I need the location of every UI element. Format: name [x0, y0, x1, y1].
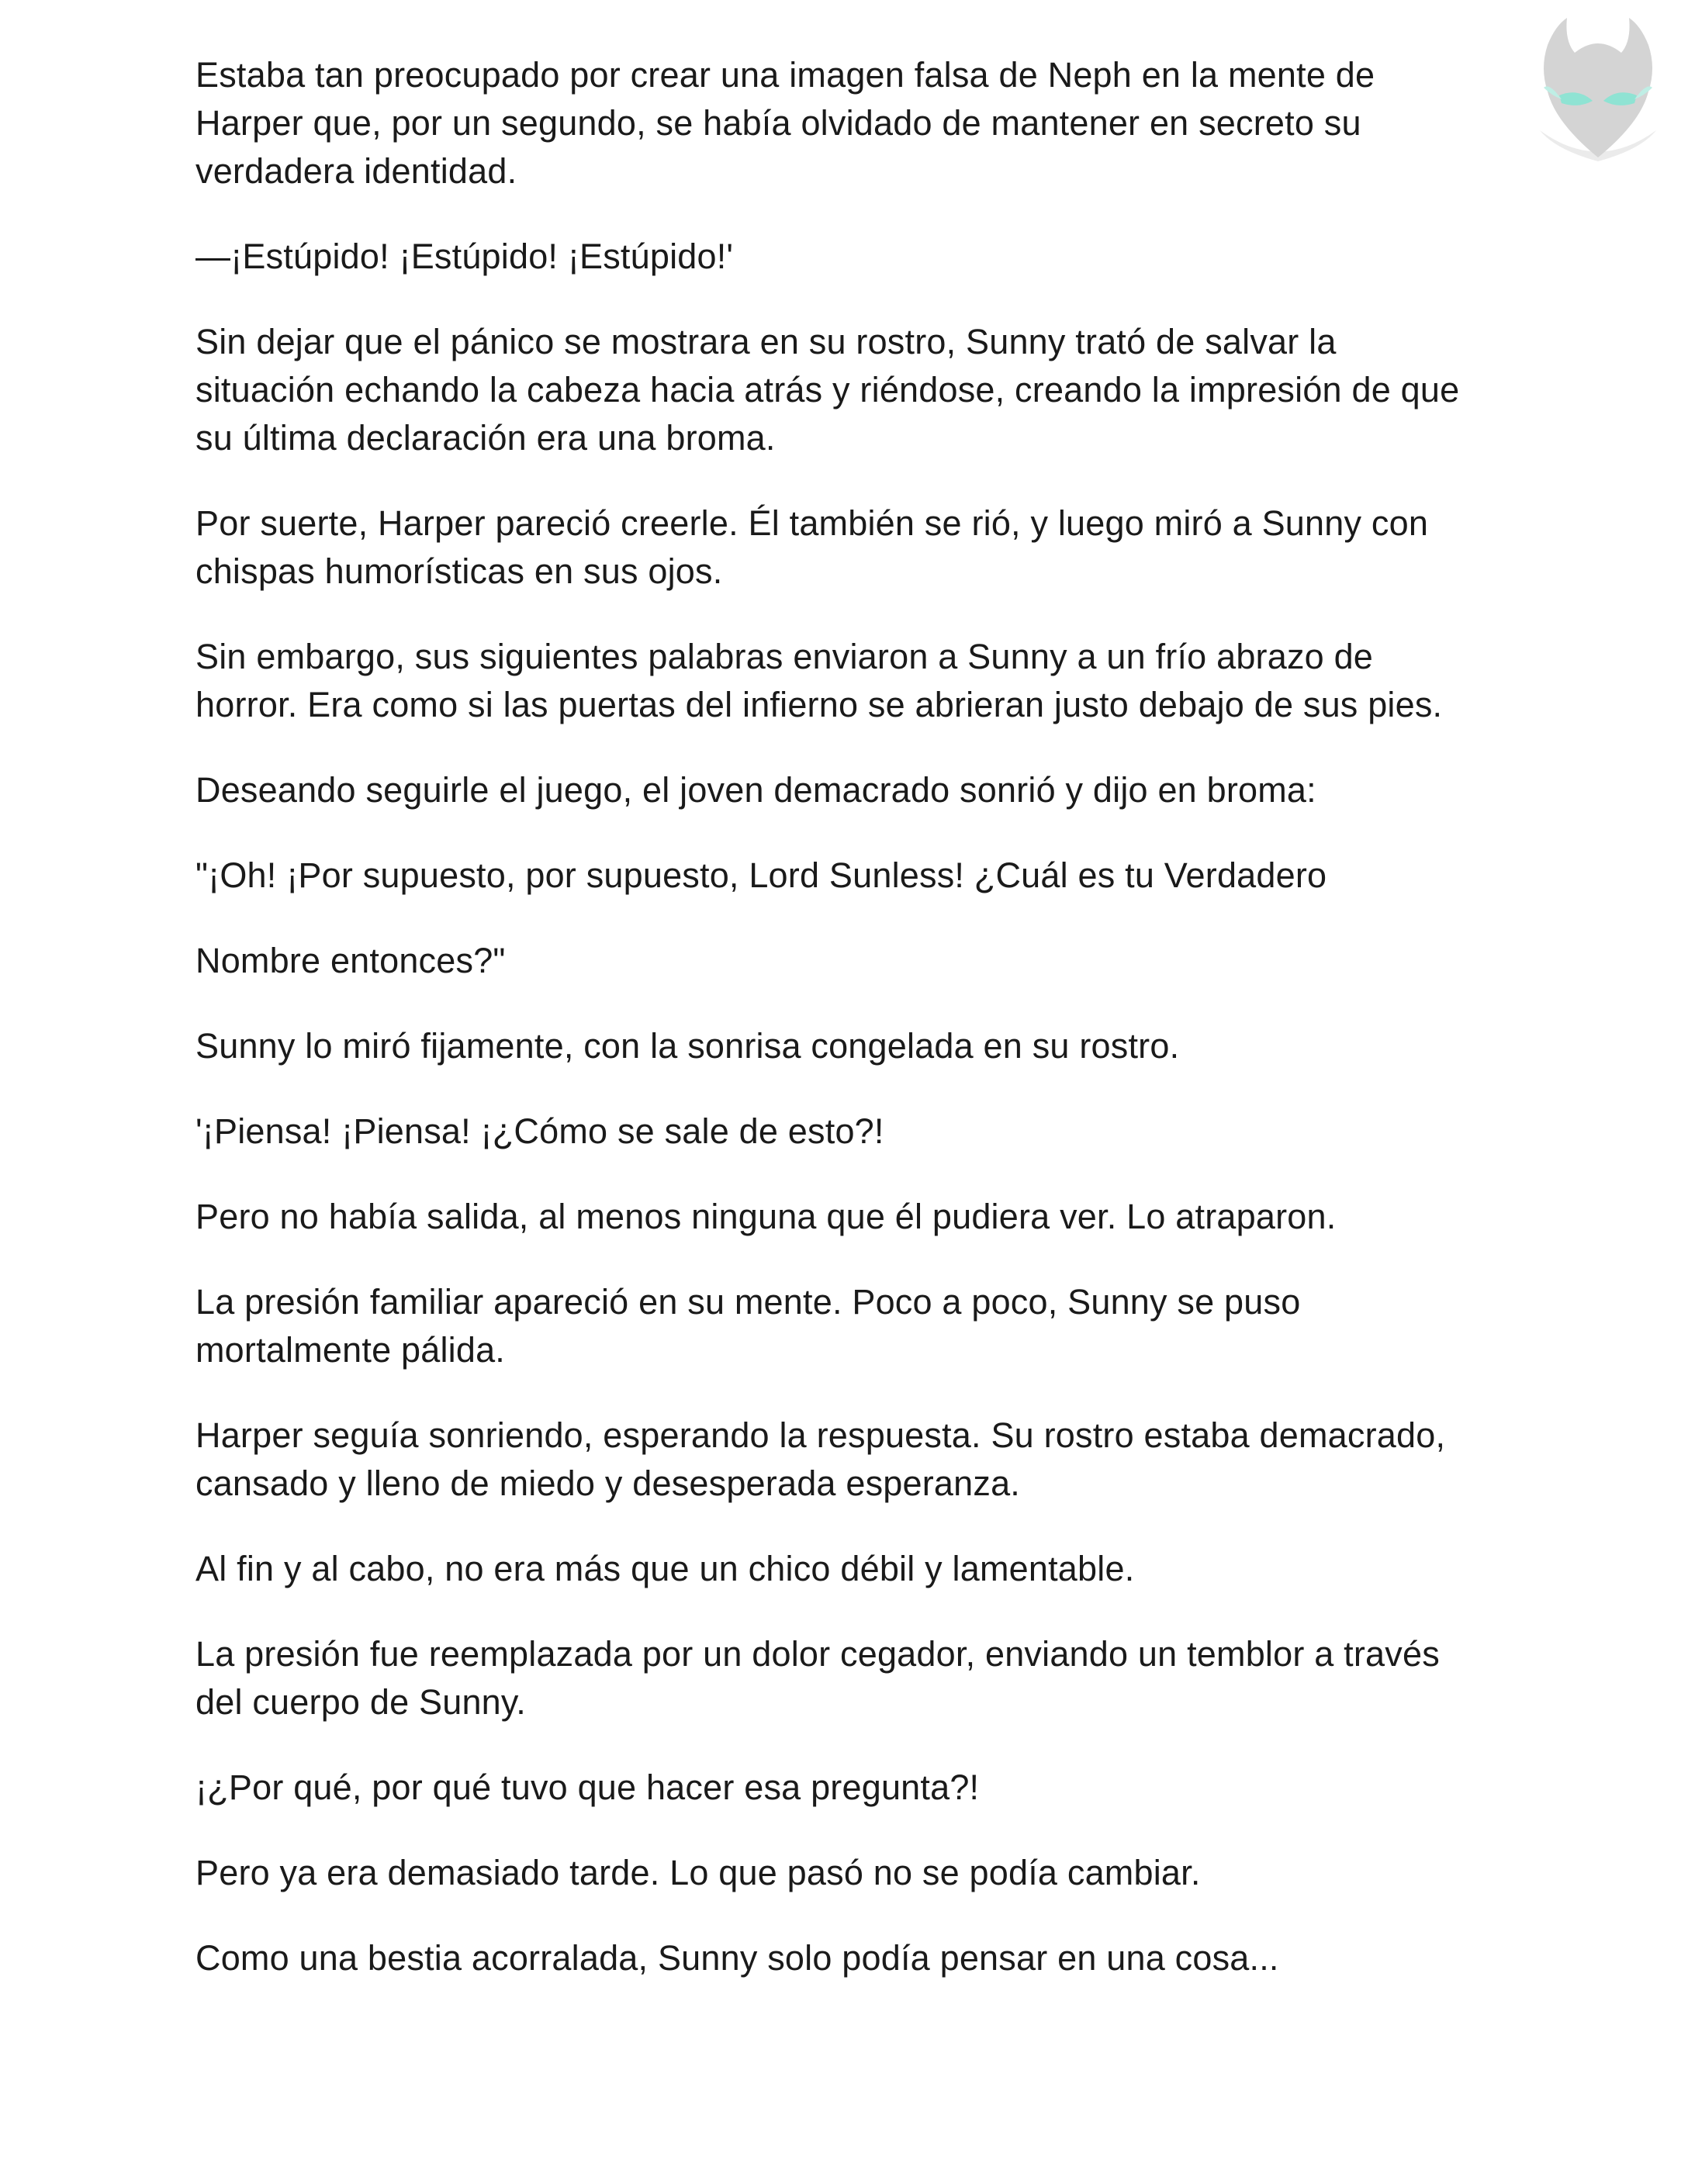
- paragraph: '¡Piensa! ¡Piensa! ¡¿Cómo se sale de esto?!: [195, 1111, 884, 1151]
- logo-graphic: [1524, 14, 1672, 185]
- paragraph: La presión familiar apareció en su mente. Poco a poco, Sunny se puso mortalmente pálida.: [195, 1282, 1301, 1370]
- paragraph: Al fin y al cabo, no era más que un chico débil y lamentable.: [195, 1549, 1135, 1588]
- paragraph: —¡Estúpido! ¡Estúpido! ¡Estúpido!': [195, 237, 734, 276]
- paragraph: "¡Oh! ¡Por supuesto, por supuesto, Lord Sunless! ¿Cuál es tu Verdadero: [195, 855, 1327, 895]
- horned-mask-icon: [1524, 14, 1672, 185]
- paragraph: Harper seguía sonriendo, esperando la respuesta. Su rostro estaba demacrado, cansado y lleno de miedo y desesperada esperanza.: [195, 1415, 1446, 1503]
- paragraph: Deseando seguirle el juego, el joven demacrado sonrió y dijo en broma:: [195, 770, 1316, 810]
- paragraph: Como una bestia acorralada, Sunny solo podía pensar en una cosa...: [195, 1938, 1279, 1978]
- paragraph: Estaba tan preocupado por crear una imagen falsa de Neph en la mente de Harper que, por un segundo, se había olvidado de mantener en secreto su verdadera identidad.: [195, 55, 1375, 191]
- paragraph: Sin embargo, sus siguientes palabras enviaron a Sunny a un frío abrazo de horror. Era como si las puertas del infierno se abrieran justo debajo de sus pies.: [195, 637, 1443, 724]
- paragraph: Por suerte, Harper pareció creerle. Él también se rió, y luego miró a Sunny con chispas humorísticas en sus ojos.: [195, 503, 1429, 591]
- paragraph: ¡¿Por qué, por qué tuvo que hacer esa pregunta?!: [195, 1768, 980, 1807]
- paragraph: Nombre entonces?": [195, 941, 506, 980]
- paragraph: La presión fue reemplazada por un dolor cegador, enviando un temblor a través del cuerpo de Sunny.: [195, 1634, 1440, 1722]
- paragraph: Sin dejar que el pánico se mostrara en su rostro, Sunny trató de salvar la situación echando la cabeza hacia atrás y riéndose, creando la impresión de que su última declaración era una broma.: [195, 322, 1460, 458]
- document-page: [195, 51, 1468, 2020]
- paragraph: Pero ya era demasiado tarde. Lo que pasó no se podía cambiar.: [195, 1853, 1201, 1892]
- paragraph: Pero no había salida, al menos ninguna que él pudiera ver. Lo atraparon.: [195, 1197, 1337, 1236]
- paragraph: Sunny lo miró fijamente, con la sonrisa congelada en su rostro.: [195, 1026, 1180, 1066]
